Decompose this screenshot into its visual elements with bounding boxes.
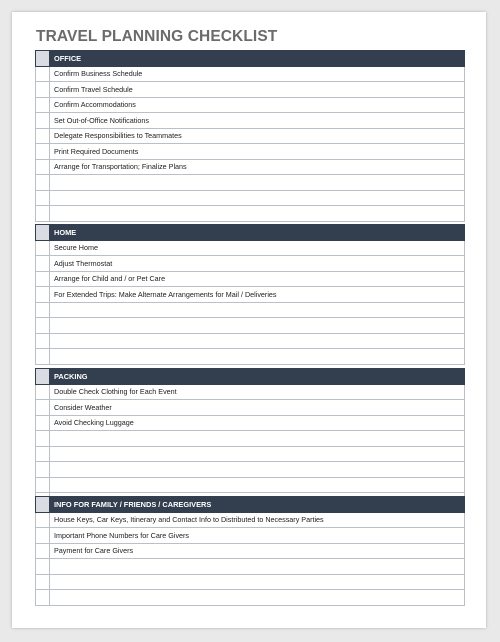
checklist-row [36,302,465,318]
checklist-item: Confirm Travel Schedule [50,82,465,98]
section-header-home: HOME [50,225,465,241]
section-home [35,224,465,365]
checklist-row [36,175,465,191]
checklist-item[interactable] [50,477,465,493]
checkbox[interactable] [36,477,50,493]
checkbox[interactable] [36,97,50,113]
checklist-row [36,349,465,365]
checklist-item[interactable] [50,190,465,206]
checklist-row [36,159,465,175]
checklist-item[interactable] [50,206,465,222]
checkbox[interactable] [36,144,50,160]
checklist-item: Set Out-of-Office Notifications [50,113,465,129]
checkbox[interactable] [36,528,50,544]
checklist-row [36,400,465,416]
section-header-info-for-family: INFO FOR FAMILY / FRIENDS / CAREGIVERS [50,497,465,513]
checklist-row [36,415,465,431]
checkbox[interactable] [36,349,50,365]
checklist-row [36,128,465,144]
checklist-row [36,477,465,493]
checklist-item: House Keys, Car Keys, Itinerary and Contact Info to Distributed to Necessary Parties [50,512,465,528]
checklist-row [36,144,465,160]
checkbox[interactable] [36,384,50,400]
checklist-row [36,543,465,559]
checklist-row [36,574,465,590]
checklist-item[interactable] [50,574,465,590]
checklist-row [36,113,465,129]
checklist-item: Confirm Accommodations [50,97,465,113]
checklist-row [36,528,465,544]
checklist-row [36,271,465,287]
checkbox[interactable] [36,512,50,528]
section-header-row [36,497,465,513]
checklist-row [36,82,465,98]
checklist-item[interactable] [50,318,465,334]
checklist-item: For Extended Trips: Make Alternate Arrangements for Mail / Deliveries [50,287,465,303]
checklist-row [36,333,465,349]
checklist-row [36,256,465,272]
checkbox[interactable] [36,159,50,175]
checklist-item: Adjust Thermostat [50,256,465,272]
checkbox[interactable] [36,446,50,462]
checklist-item[interactable] [50,446,465,462]
checklist-item: Important Phone Numbers for Care Givers [50,528,465,544]
checkbox[interactable] [36,190,50,206]
checkbox[interactable] [36,431,50,447]
checklist-item: Print Required Documents [50,144,465,160]
checkbox[interactable] [36,543,50,559]
header-checkbox-cell [36,369,50,385]
header-checkbox-cell [36,51,50,67]
section-header-row [36,369,465,385]
checklist-item: Payment for Care Givers [50,543,465,559]
checkbox[interactable] [36,590,50,606]
checklist-row [36,240,465,256]
section-info-for-family [35,496,465,606]
checklist-item[interactable] [50,349,465,365]
checklist-item: Arrange for Child and / or Pet Care [50,271,465,287]
checklist-row [36,590,465,606]
checklist-row [36,384,465,400]
checklist-item[interactable] [50,590,465,606]
checklist-item[interactable] [50,462,465,478]
header-checkbox-cell [36,497,50,513]
checklist-item[interactable] [50,431,465,447]
checklist-item: Consider Weather [50,400,465,416]
header-checkbox-cell [36,225,50,241]
checklist-item: Secure Home [50,240,465,256]
checklist-row [36,559,465,575]
checkbox[interactable] [36,271,50,287]
checklist-row [36,206,465,222]
checklist-row [36,97,465,113]
checklist-row [36,446,465,462]
checkbox[interactable] [36,318,50,334]
checkbox[interactable] [36,82,50,98]
checklist-item[interactable] [50,175,465,191]
checklist-row [36,318,465,334]
checkbox[interactable] [36,66,50,82]
section-header-packing: PACKING [50,369,465,385]
checkbox[interactable] [36,256,50,272]
page-title: TRAVEL PLANNING CHECKLIST [36,28,278,45]
checklist-row [36,512,465,528]
section-packing [35,368,465,509]
checkbox[interactable] [36,206,50,222]
checklist-row [36,431,465,447]
checkbox[interactable] [36,128,50,144]
checkbox[interactable] [36,287,50,303]
checkbox[interactable] [36,574,50,590]
checklist-item[interactable] [50,559,465,575]
checkbox[interactable] [36,400,50,416]
checkbox[interactable] [36,559,50,575]
checklist-row [36,66,465,82]
checklist-row [36,190,465,206]
checkbox[interactable] [36,302,50,318]
checklist-item: Delegate Responsibilities to Teammates [50,128,465,144]
checkbox[interactable] [36,240,50,256]
checklist-item: Arrange for Transportation; Finalize Plans [50,159,465,175]
checkbox[interactable] [36,462,50,478]
section-header-row [36,51,465,67]
checkbox[interactable] [36,333,50,349]
checklist-item: Confirm Business Schedule [50,66,465,82]
checkbox[interactable] [36,113,50,129]
section-header-row [36,225,465,241]
checklist-row [36,287,465,303]
checklist-item: Avoid Checking Luggage [50,415,465,431]
section-header-office: OFFICE [50,51,465,67]
checklist-item: Double Check Clothing for Each Event [50,384,465,400]
checklist-item[interactable] [50,333,465,349]
checkbox[interactable] [36,415,50,431]
checkbox[interactable] [36,175,50,191]
checklist-row [36,462,465,478]
section-office [35,50,465,222]
checklist-item[interactable] [50,302,465,318]
